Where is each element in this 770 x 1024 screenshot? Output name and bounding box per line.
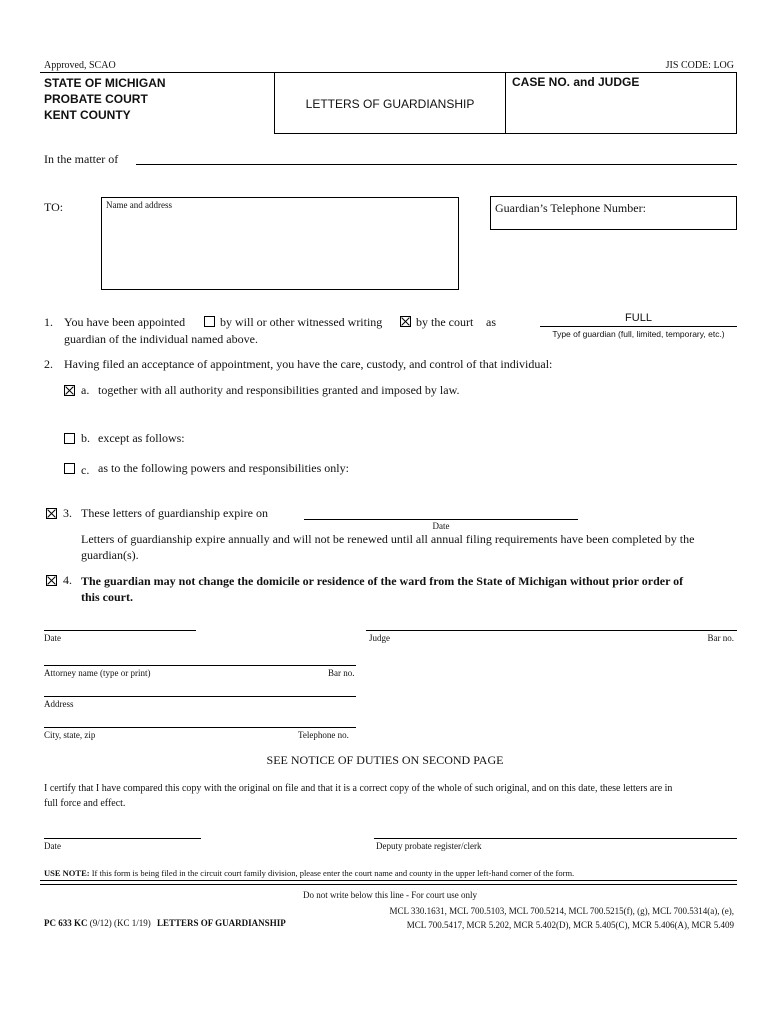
notice-heading: SEE NOTICE OF DUTIES ON SECOND PAGE [266,753,504,767]
address-line[interactable] [44,696,356,697]
case-no-judge-label: CASE NO. and JUDGE [512,75,640,89]
case-box-right [736,72,737,134]
item1-text-b: guardian of the individual named above. [64,332,258,346]
citations-1: MCL 330.1631, MCL 700.5103, MCL 700.5214, MCL 700.5215(f), (g), MCL 700.5314(a), (e), [389,906,734,916]
footer-rule-2 [40,884,737,885]
to-label: TO: [44,200,64,214]
form-title: LETTERS OF GUARDIANSHIP [305,97,475,111]
date-line[interactable] [44,630,196,631]
matter-label: In the matter of [44,152,119,166]
form-id-block [44,918,286,928]
deputy-line[interactable] [374,838,737,839]
item2c-checkbox[interactable] [64,463,75,474]
item4-text: The guardian may not change the domicile or residence of the ward from the State of Michigan without prior order of this court. [81,574,684,604]
court-checkbox[interactable] [400,316,411,327]
form-dates: (9/12) (KC 1/19) [89,918,151,928]
item1-text-a: You have been appointed [64,315,186,329]
item2-number: 2. [44,357,53,371]
city-line[interactable] [44,727,356,728]
guardian-type-caption: Type of guardian (full, limited, temporary, etc.) [552,329,725,339]
name-address-box[interactable] [101,197,459,290]
item2c-letter: c. [81,463,90,477]
name-address-label: Name and address [106,200,172,210]
item2b-checkbox[interactable] [64,433,75,444]
court-county: KENT COUNTY [44,108,131,122]
guardian-type-value[interactable]: FULL [625,312,652,324]
guardian-type-line [540,326,737,327]
date-label: Date [44,633,61,643]
telephone-label: Telephone no. [298,730,349,740]
item2b-text: except as follows: [98,431,185,445]
will-checkbox[interactable] [204,316,215,327]
approved-label: Approved, SCAO [44,60,116,71]
title-box-bottom [274,133,506,134]
guardian-phone-label: Guardian’s Telephone Number: [495,201,646,215]
matter-field[interactable] [136,164,737,165]
item1-number: 1. [44,315,53,329]
item4-number: 4. [63,573,72,587]
opt-court-label: by the court [416,315,474,329]
court-state: STATE OF MICHIGAN [44,76,166,90]
certify-text: I certify that I have compared this copy with the original on file and that it is a correct copy of the whole of such original, and on this date, these letters are in full force and effect. [44,783,673,809]
item2-text: Having filed an acceptance of appointment, you have the care, custody, and control of that individual: [64,357,553,371]
attorney-bar-label: Bar no. [328,668,355,678]
no-write-notice: Do not write below this line - For court use only [303,890,477,900]
expire-date-caption: Date [432,521,450,531]
form-id: PC 633 KC [44,918,88,928]
expire-date-field[interactable] [304,519,578,520]
judge-line[interactable] [366,630,737,631]
judge-label: Judge [369,633,390,643]
jis-code: JIS CODE: LOG [665,60,734,71]
court-name: PROBATE COURT [44,92,148,106]
case-box-bottom [505,133,737,134]
attorney-label: Attorney name (type or print) [44,668,151,678]
form-name: LETTERS OF GUARDIANSHIP [157,918,286,928]
header-top-rule [40,72,737,73]
item2b-letter: b. [81,431,90,445]
item3-checkbox[interactable] [46,508,57,519]
item3-text: These letters of guardianship expire on [81,506,268,520]
use-note-label: USE NOTE: [44,868,90,878]
court-block [44,75,166,123]
item3-note: Letters of guardianship expire annually and will not be renewed until all annual filing requirements have been completed by the guardian(s). [81,532,695,562]
item2a-text: together with all authority and responsibilities granted and imposed by law. [98,383,460,397]
item3-number: 3. [63,506,72,520]
item1-as: as [486,315,496,329]
use-note [44,868,737,878]
item2a-checkbox[interactable] [64,385,75,396]
opt-will-label: by will or other witnessed writing [220,315,383,329]
use-note-text: If this form is being filed in the circuit court family division, please enter the court name and county in the upper left-hand corner of the form. [91,868,575,878]
footer-rule-1 [40,880,737,881]
attorney-line[interactable] [44,665,356,666]
address-label: Address [44,699,74,709]
item2a-letter: a. [81,383,90,397]
city-label: City, state, zip [44,730,96,740]
deputy-label: Deputy probate register/clerk [376,841,482,851]
cert-date-line[interactable] [44,838,201,839]
judge-bar-label: Bar no. [707,633,734,643]
citations-2: MCL 700.5417, MCR 5.202, MCR 5.402(D), MCR 5.405(C), MCR 5.406(A), MCR 5.409 [406,920,734,930]
item2c-text: as to the following powers and responsibilities only: [98,461,349,475]
guardian-phone-box[interactable] [490,196,737,230]
cert-date-label: Date [44,841,61,851]
item4-checkbox[interactable] [46,575,57,586]
